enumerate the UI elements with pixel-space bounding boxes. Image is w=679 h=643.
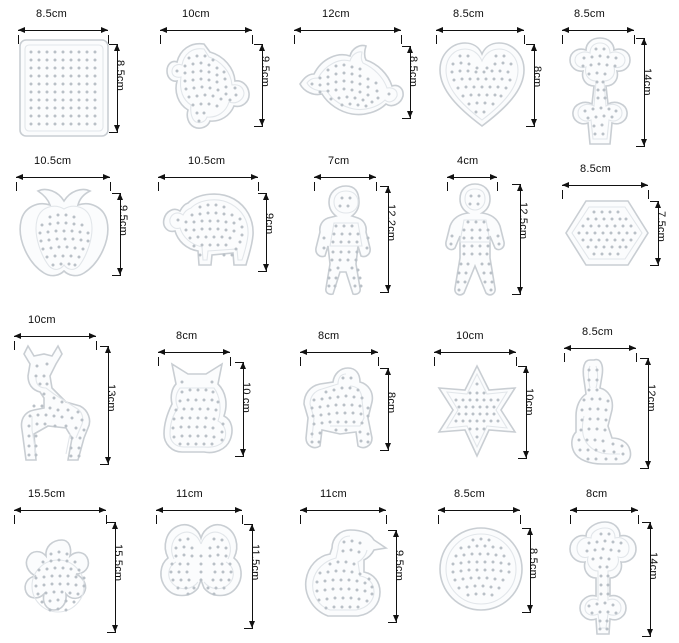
girl-width-dimension-line	[314, 177, 376, 178]
item-duck	[292, 482, 420, 637]
cat-height-tick-top	[235, 362, 244, 363]
flower-stem-height-tick-top	[636, 38, 645, 39]
gingerbread-shape	[444, 180, 506, 298]
heart-height-label: 8cm	[531, 66, 543, 88]
deer-height-label: 13cm	[105, 384, 117, 412]
item-girl	[296, 152, 418, 297]
square-height-arrow-up	[114, 44, 120, 51]
flower-round-height-arrow-up	[112, 522, 118, 529]
cat-width-arrow-left	[158, 349, 165, 355]
butterfly-width-arrow-left	[156, 507, 163, 513]
deer-height-tick-top	[100, 346, 109, 347]
heart-shape	[436, 38, 528, 130]
item-hexagon	[556, 155, 676, 295]
gingerbread-height-arrow-up	[517, 184, 523, 191]
rabbit-height-tick-top	[640, 358, 649, 359]
square-width-dimension-line	[18, 30, 108, 31]
rabbit-height-arrow-down	[645, 461, 651, 468]
flower-round-width-dimension-line	[14, 510, 106, 511]
item-flower-round	[8, 482, 130, 637]
cat-height-arrow-up	[240, 362, 246, 369]
gingerbread-height-tick-top	[512, 184, 521, 185]
deer-height-tick-bottom	[100, 464, 109, 465]
star-six-shape	[434, 362, 520, 460]
heart-width-label: 8.5cm	[453, 8, 484, 20]
hexagon-width-arrow-right	[641, 182, 648, 188]
item-star-six	[424, 330, 552, 470]
dolphin-height-arrow-up	[407, 46, 413, 53]
butterfly-height-arrow-up	[249, 524, 255, 531]
girl-shape	[312, 182, 380, 296]
item-deer	[8, 308, 130, 468]
heart-width-arrow-right	[517, 27, 524, 33]
tree-width-arrow-left	[570, 507, 577, 513]
flower-round-height-label: 15.5cm	[112, 544, 124, 582]
circle-width-dimension-line	[438, 510, 520, 511]
tree-height-arrow-up	[647, 522, 653, 529]
duck-width-arrow-right	[379, 507, 386, 513]
circle-height-label: 8.5cm	[527, 548, 539, 579]
duck-width-arrow-left	[300, 507, 307, 513]
duck-height-arrow-up	[393, 530, 399, 537]
duck-height-arrow-down	[393, 615, 399, 622]
girl-height-arrow-up	[385, 186, 391, 193]
hexagon-width-arrow-left	[562, 182, 569, 188]
hexagon-width-label: 8.5cm	[580, 163, 611, 175]
rabbit-height-label: 12cm	[645, 384, 657, 412]
flower-round-width-arrow-right	[99, 507, 106, 513]
dog-width-arrow-left	[300, 349, 307, 355]
tree-height-tick-top	[642, 522, 651, 523]
square-width-label: 8.5cm	[36, 8, 67, 20]
cat-width-label: 8cm	[176, 330, 198, 342]
square-height-arrow-down	[114, 125, 120, 132]
elephant-width-arrow-right	[251, 174, 258, 180]
cat-width-dimension-line	[158, 352, 230, 353]
item-cat	[148, 330, 273, 470]
fish-width-arrow-left	[160, 27, 167, 33]
apple-height-tick-top	[112, 193, 121, 194]
item-butterfly	[148, 482, 276, 637]
dog-shape	[300, 362, 382, 454]
elephant-width-label: 10.5cm	[188, 155, 226, 167]
apple-width-arrow-right	[103, 174, 110, 180]
flower-round-width-arrow-left	[14, 507, 21, 513]
flower-round-width-label: 15.5cm	[28, 488, 66, 500]
heart-width-arrow-left	[436, 27, 443, 33]
star-six-height-label: 10cm	[523, 388, 535, 416]
duck-height-label: 9.5cm	[393, 550, 405, 581]
girl-width-arrow-left	[314, 174, 321, 180]
fish-height-arrow-down	[259, 119, 265, 126]
flower-round-height-arrow-down	[112, 625, 118, 632]
flower-stem-width-arrow-right	[627, 27, 634, 33]
square-width-arrow-right	[101, 27, 108, 33]
square-height-label: 8.5cm	[114, 60, 126, 91]
girl-height-arrow-down	[385, 285, 391, 292]
dog-width-label: 8cm	[318, 330, 340, 342]
tree-height-label: 14cm	[647, 552, 659, 580]
flower-round-shape	[14, 518, 110, 634]
deer-width-dimension-line	[14, 336, 96, 337]
apple-height-arrow-down	[117, 268, 123, 275]
fish-shape	[160, 38, 256, 134]
star-six-width-arrow-right	[509, 349, 516, 355]
flower-stem-width-label: 8.5cm	[574, 8, 605, 20]
flower-stem-shape	[564, 34, 636, 148]
cat-shape	[158, 358, 236, 458]
gingerbread-width-label: 4cm	[457, 155, 479, 167]
rabbit-width-arrow-left	[564, 345, 571, 351]
circle-height-arrow-up	[527, 528, 533, 535]
gingerbread-height-label: 12.5cm	[517, 202, 529, 240]
dog-height-label: 8cm	[385, 392, 397, 414]
circle-width-label: 8.5cm	[454, 488, 485, 500]
dolphin-width-arrow-right	[394, 27, 401, 33]
duck-width-label: 11cm	[320, 488, 347, 500]
butterfly-width-arrow-right	[235, 507, 242, 513]
star-six-width-label: 10cm	[456, 330, 484, 342]
rabbit-width-label: 8.5cm	[582, 326, 613, 338]
fish-width-label: 10cm	[182, 8, 210, 20]
flower-stem-width-dimension-line	[562, 30, 634, 31]
flower-stem-height-arrow-up	[641, 38, 647, 45]
fish-height-arrow-up	[259, 44, 265, 51]
rabbit-height-arrow-up	[645, 358, 651, 365]
tree-height-tick-bottom	[642, 636, 651, 637]
elephant-height-arrow-down	[263, 264, 269, 271]
dog-height-arrow-down	[385, 443, 391, 450]
hexagon-height-label: 7.5cm	[655, 211, 667, 242]
item-tree	[562, 482, 678, 640]
apple-height-tick-bottom	[112, 275, 121, 276]
item-gingerbread	[424, 152, 546, 300]
star-six-height-arrow-down	[523, 451, 529, 458]
dolphin-height-arrow-down	[407, 111, 413, 118]
heart-height-arrow-down	[531, 119, 537, 126]
circle-width-arrow-left	[438, 507, 445, 513]
item-fish	[152, 8, 277, 143]
deer-shape	[14, 342, 100, 468]
heart-height-arrow-up	[531, 44, 537, 51]
circle-height-arrow-down	[527, 605, 533, 612]
apple-height-label: 9.5cm	[117, 205, 129, 236]
item-dog	[288, 330, 416, 470]
hexagon-shape	[562, 197, 652, 269]
circle-width-tick-right	[520, 515, 521, 524]
tree-width-label: 8cm	[586, 488, 608, 500]
rabbit-shape	[564, 354, 638, 470]
apple-height-arrow-up	[117, 193, 123, 200]
cat-height-arrow-down	[240, 449, 246, 456]
tree-height-arrow-down	[647, 629, 653, 636]
dolphin-shape	[294, 42, 406, 126]
cat-height-label: 10 cm	[240, 382, 252, 413]
dolphin-width-dimension-line	[294, 30, 401, 31]
flower-stem-height-arrow-down	[641, 139, 647, 146]
item-elephant	[148, 155, 278, 295]
apple-width-label: 10.5cm	[34, 155, 72, 167]
butterfly-width-label: 11cm	[176, 488, 203, 500]
elephant-height-arrow-up	[263, 193, 269, 200]
star-six-width-dimension-line	[434, 352, 516, 353]
square-shape	[18, 38, 114, 138]
item-square	[8, 8, 128, 143]
flower-stem-height-label: 14cm	[641, 68, 653, 96]
item-circle	[428, 482, 550, 632]
item-heart	[428, 8, 553, 143]
rabbit-width-arrow-right	[629, 345, 636, 351]
flower-stem-height-tick-bottom	[636, 146, 645, 147]
elephant-width-dimension-line	[158, 177, 258, 178]
girl-width-label: 7cm	[328, 155, 350, 167]
apple-width-arrow-left	[16, 174, 23, 180]
deer-height-arrow-up	[105, 346, 111, 353]
square-width-arrow-left	[18, 27, 25, 33]
cat-width-arrow-right	[223, 349, 230, 355]
duck-width-tick-left	[300, 515, 301, 524]
fish-width-dimension-line	[160, 30, 252, 31]
apple-width-dimension-line	[16, 177, 110, 178]
elephant-height-label: 9cm	[263, 213, 275, 235]
deer-height-arrow-down	[105, 457, 111, 464]
apple-shape	[16, 187, 112, 279]
fish-width-arrow-right	[245, 27, 252, 33]
item-dolphin	[290, 8, 430, 143]
rabbit-width-dimension-line	[564, 348, 636, 349]
elephant-width-arrow-left	[158, 174, 165, 180]
duck-shape	[300, 524, 390, 624]
duck-width-dimension-line	[300, 510, 386, 511]
star-six-height-arrow-up	[523, 366, 529, 373]
circle-width-tick-left	[438, 515, 439, 524]
tree-shape	[570, 518, 640, 638]
gingerbread-height-tick-bottom	[512, 294, 521, 295]
heart-width-dimension-line	[436, 30, 524, 31]
hexagon-height-arrow-down	[655, 258, 661, 265]
fish-height-label: 9.5cm	[259, 56, 271, 87]
butterfly-shape	[156, 520, 246, 628]
dog-width-dimension-line	[300, 352, 378, 353]
butterfly-height-tick-bottom	[244, 628, 253, 629]
girl-height-label: 12.2cm	[385, 204, 397, 242]
gingerbread-height-arrow-down	[517, 287, 523, 294]
elephant-shape	[158, 187, 260, 275]
dolphin-height-label: 8.5cm	[407, 56, 419, 87]
butterfly-width-dimension-line	[156, 510, 242, 511]
item-apple	[8, 155, 136, 295]
dog-height-arrow-up	[385, 368, 391, 375]
flower-stem-width-tick-left	[562, 35, 563, 44]
hexagon-height-arrow-up	[655, 201, 661, 208]
butterfly-height-label: 11.5cm	[249, 544, 261, 581]
item-rabbit	[556, 322, 676, 472]
tree-width-dimension-line	[570, 510, 638, 511]
dolphin-width-arrow-left	[294, 27, 301, 33]
girl-width-arrow-right	[369, 174, 376, 180]
rabbit-height-dimension-line	[648, 358, 649, 468]
butterfly-height-arrow-down	[249, 621, 255, 628]
circle-width-arrow-right	[513, 507, 520, 513]
girl-height-tick-top	[380, 186, 389, 187]
hexagon-width-dimension-line	[562, 185, 648, 186]
duck-width-tick-right	[386, 515, 387, 524]
circle-shape	[438, 524, 524, 616]
deer-width-arrow-left	[14, 333, 21, 339]
cat-height-tick-bottom	[235, 456, 244, 457]
dolphin-width-label: 12cm	[322, 8, 350, 20]
dog-width-arrow-right	[371, 349, 378, 355]
deer-width-arrow-right	[89, 333, 96, 339]
rabbit-height-tick-bottom	[640, 468, 649, 469]
tree-width-arrow-right	[631, 507, 638, 513]
deer-width-label: 10cm	[28, 314, 56, 326]
flower-stem-width-arrow-left	[562, 27, 569, 33]
star-six-width-arrow-left	[434, 349, 441, 355]
item-flower-stem	[556, 8, 676, 153]
girl-height-tick-bottom	[380, 292, 389, 293]
